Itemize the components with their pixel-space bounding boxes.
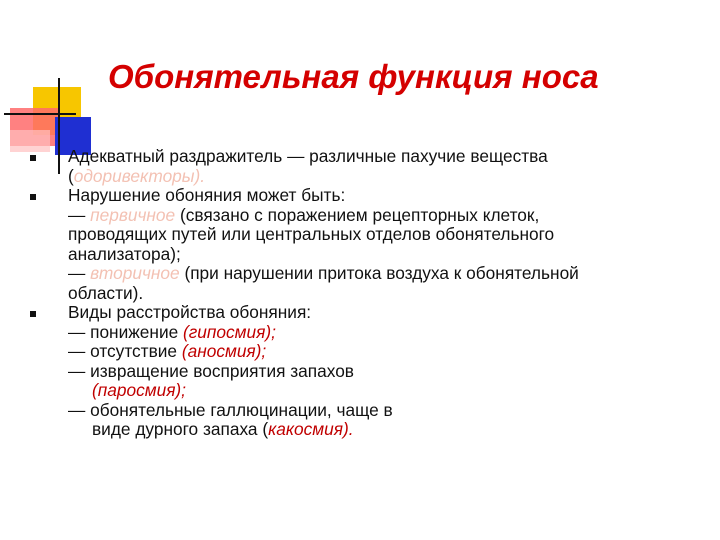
text-fragment: ( (68, 165, 74, 186)
term-primary: первичное (90, 204, 176, 225)
bullet-item-types (30, 303, 690, 440)
text-line: Виды расстройства обоняния: (68, 302, 312, 322)
term-anosmia: (аносмия); (181, 341, 267, 361)
bullet-item-stimulus (30, 147, 690, 186)
text-fragment: — отсутствие (68, 341, 182, 361)
term-hyposmia: (гипосмия) (183, 321, 272, 342)
text-line: области). (68, 282, 144, 303)
text-line: проводящих путей или центральных отделов обонятельного (68, 224, 555, 244)
bullet-square-icon (30, 194, 36, 200)
text-line (68, 206, 690, 226)
bullet-square-icon (30, 311, 36, 317)
text-line (68, 323, 690, 343)
text-line: — обонятельные галлюцинации, чаще в (68, 399, 393, 420)
decorative-horizontal-line (4, 113, 76, 115)
term-kakosmia: какосмия). (268, 419, 354, 439)
text-line (68, 420, 690, 440)
text-fragment: (связано с поражением рецепторных клеток, (175, 204, 540, 225)
text-line: анализатора); (68, 243, 181, 264)
text-fragment: — (68, 204, 91, 225)
term-odorivectors: одоривекторы). (73, 165, 206, 186)
bullet-item-disorder (30, 186, 690, 303)
text-line (68, 342, 690, 362)
text-line (68, 264, 690, 284)
term-parosmia: (паросмия); (92, 380, 186, 400)
text-line: Нарушение обоняния может быть: (68, 185, 346, 205)
text-fragment: (при нарушении притока воздуха к обонятельной (179, 263, 579, 283)
text-line: Адекватный раздражитель — различные пахучие вещества (68, 146, 548, 166)
text-line: — извращение восприятия запахов (68, 360, 354, 381)
text-fragment: виде дурного запаха ( (92, 419, 269, 439)
text-fragment: — (68, 263, 91, 283)
bullet-square-icon (30, 155, 36, 161)
slide-body (30, 147, 690, 440)
slide-title: Обонятельная функция носа (108, 58, 599, 95)
term-secondary: вторичное (90, 263, 180, 283)
text-fragment: ; (271, 321, 276, 342)
text-fragment: — понижение (68, 321, 184, 342)
text-line (68, 167, 690, 187)
